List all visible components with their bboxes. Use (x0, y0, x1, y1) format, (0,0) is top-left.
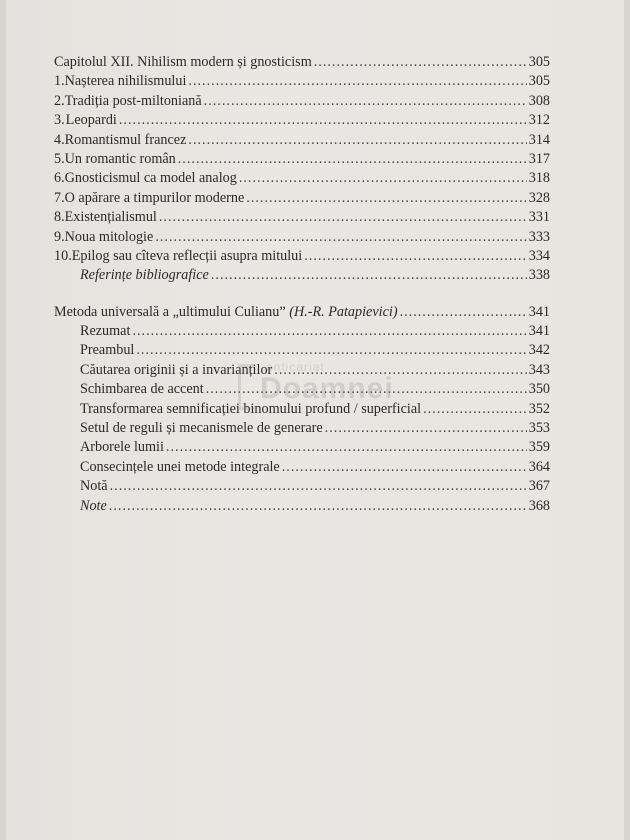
watermark-logo: anticariat Doamnei (238, 360, 428, 420)
item-title: Notă (80, 478, 108, 495)
item-title: Tradiția post-miltoniană (64, 92, 202, 109)
toc-row (54, 438, 550, 457)
item-title: Leopardi (65, 112, 117, 129)
leader-dots (304, 247, 527, 266)
item-title: Transformarea semnificației binomului profund / superficial (80, 400, 422, 417)
item-title: Un romantic român (64, 150, 176, 167)
leader-dots (188, 72, 526, 91)
toc-row (54, 169, 550, 188)
item-number: 8. (54, 209, 65, 226)
toc-row-references (54, 266, 550, 285)
item-title: Rezumat (80, 323, 131, 340)
item-title: Nașterea nihilismului (64, 73, 187, 90)
toc-row (54, 131, 550, 150)
item-title: Preambul (80, 342, 135, 359)
item-page: 359 (528, 439, 550, 456)
essay-heading: Metoda universală a „ultimului Culianu” (H.-R. Patapievici) (54, 303, 398, 320)
item-number: 9. (54, 228, 65, 245)
item-title: Arborele lumii (80, 439, 164, 456)
leader-dots (314, 53, 527, 72)
essay-page: 341 (528, 303, 550, 320)
leader-dots (136, 341, 526, 360)
toc-row (54, 72, 550, 91)
essay-author: (H.-R. Patapievici) (289, 303, 398, 320)
item-number: 4. (54, 131, 65, 148)
item-page: 318 (528, 170, 550, 187)
item-number: 3. (54, 112, 65, 129)
item-page: 312 (528, 112, 550, 129)
leader-dots (246, 189, 526, 208)
toc-row (54, 92, 550, 111)
item-page: 350 (528, 381, 550, 398)
leader-dots (159, 208, 527, 227)
toc-row (54, 341, 550, 360)
item-title: Consecințele unei metode integrale (80, 458, 280, 475)
item-number: 1. (54, 73, 65, 90)
item-page: 317 (528, 150, 550, 167)
item-number: 2. (54, 92, 65, 109)
chapter-heading: Capitolul XII. Nihilism modern și gnosticism (54, 54, 312, 70)
toc-row (54, 208, 550, 227)
leader-dots (211, 266, 527, 285)
item-title: O apărare a timpurilor moderne (64, 189, 245, 206)
item-title: Romantismul francez (64, 131, 187, 148)
toc-row (54, 189, 550, 208)
item-page: 305 (528, 73, 550, 90)
item-page: 353 (528, 420, 550, 437)
toc-row (54, 458, 550, 477)
toc-row (54, 419, 550, 438)
item-title: Epilog sau cîteva reflecții asupra mitului (71, 247, 303, 264)
toc-row (54, 477, 550, 496)
toc-row-notes (54, 497, 550, 516)
leader-dots (188, 131, 526, 150)
item-title: Existențialismul (64, 209, 157, 226)
table-of-contents (54, 53, 550, 516)
toc-row (54, 228, 550, 247)
item-page: 308 (528, 92, 550, 109)
leader-dots (109, 497, 527, 516)
leader-dots (423, 400, 527, 419)
item-page: 334 (528, 247, 550, 264)
item-page: 367 (528, 478, 550, 495)
notes-page: 368 (528, 497, 550, 514)
item-page: 331 (528, 209, 550, 226)
item-number: 5. (54, 150, 65, 167)
leader-dots (155, 228, 526, 247)
item-number: 10. (54, 247, 72, 264)
references-page: 338 (528, 267, 550, 284)
item-title: Gnosticismul ca model analog (64, 170, 237, 187)
item-page: 328 (528, 189, 550, 206)
book-page (6, 0, 624, 840)
leader-dots (178, 150, 527, 169)
toc-row (54, 111, 550, 130)
item-page: 341 (528, 323, 550, 340)
leader-dots (282, 458, 527, 477)
toc-row (54, 322, 550, 341)
item-number: 6. (54, 170, 65, 187)
leader-dots (239, 169, 527, 188)
leader-dots (110, 477, 527, 496)
essay-heading-row (54, 303, 550, 322)
chapter-page: 305 (528, 54, 550, 70)
item-page: 333 (528, 228, 550, 245)
leader-dots (400, 303, 527, 322)
chapter-heading-row (54, 53, 550, 72)
item-page: 342 (528, 342, 550, 359)
leader-dots (325, 419, 527, 438)
item-page: 352 (528, 400, 550, 417)
leader-dots (166, 438, 527, 457)
item-page: 343 (528, 361, 550, 378)
toc-row (54, 247, 550, 266)
item-page: 364 (528, 458, 550, 475)
leader-dots (204, 92, 527, 111)
references-title: Referințe bibliografice (80, 267, 209, 284)
toc-row (54, 150, 550, 169)
item-title: Setul de reguli și mecanismele de generare (80, 420, 323, 437)
item-title: Căutarea originii și a invarianților (80, 361, 273, 378)
leader-dots (132, 322, 526, 341)
item-page: 314 (528, 131, 550, 148)
item-title: Noua mitologie (64, 228, 154, 245)
item-title: Schimbarea de accent (80, 381, 204, 398)
leader-dots (119, 111, 527, 130)
item-number: 7. (54, 189, 65, 206)
notes-title: Note (80, 497, 107, 514)
